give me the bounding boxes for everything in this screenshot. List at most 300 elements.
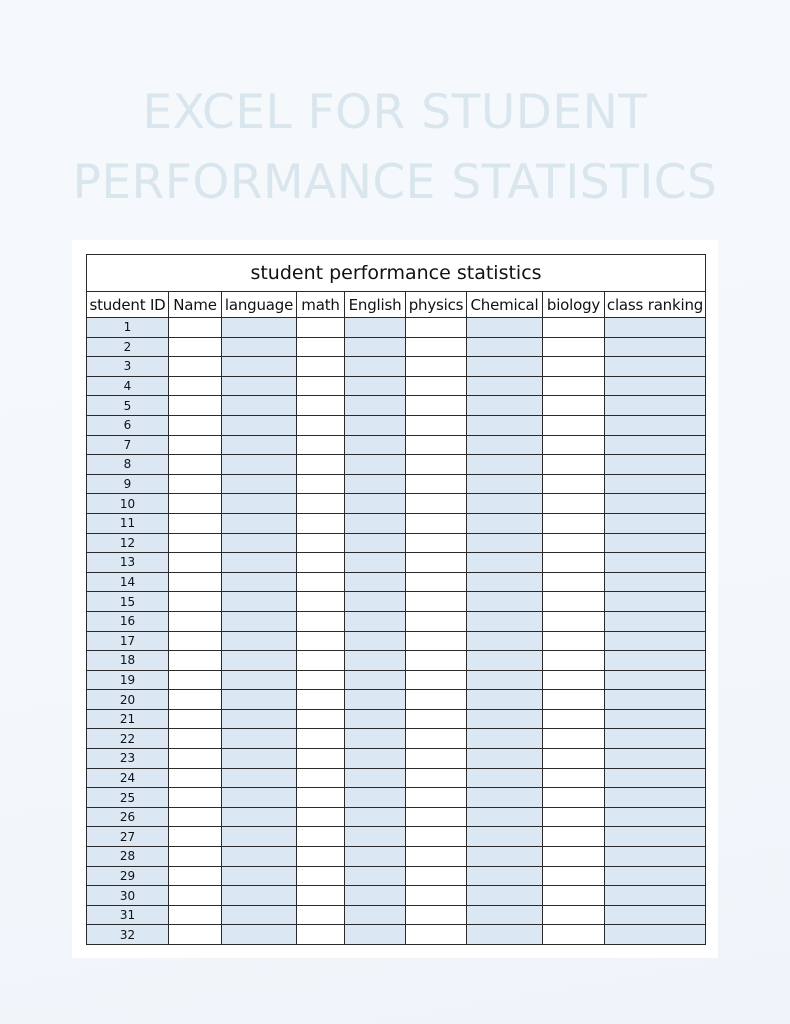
cell-class-ranking[interactable] [605, 768, 706, 788]
table-row [87, 690, 706, 710]
cell-physics[interactable] [406, 670, 467, 690]
cell-biology[interactable] [543, 513, 605, 533]
cell-student-id: 9 [87, 474, 169, 494]
cell-language[interactable] [222, 866, 297, 886]
cell-student-id: 28 [87, 847, 169, 867]
cell-language[interactable] [222, 474, 297, 494]
cell-class-ranking[interactable] [605, 886, 706, 906]
cell-math[interactable] [297, 396, 345, 416]
cell-language[interactable] [222, 513, 297, 533]
cell-physics[interactable] [406, 709, 467, 729]
cell-physics[interactable] [406, 337, 467, 357]
table-row [87, 925, 706, 945]
cell-student-id: 25 [87, 788, 169, 808]
cell-chemical[interactable] [467, 513, 543, 533]
cell-student-id: 30 [87, 886, 169, 906]
cell-biology[interactable] [543, 572, 605, 592]
cell-student-id: 23 [87, 749, 169, 769]
cell-language[interactable] [222, 396, 297, 416]
cell-math[interactable] [297, 592, 345, 612]
cell-biology[interactable] [543, 709, 605, 729]
cell-student-id: 4 [87, 376, 169, 396]
cell-biology[interactable] [543, 455, 605, 475]
cell-english[interactable] [345, 670, 406, 690]
cell-physics[interactable] [406, 435, 467, 455]
cell-biology[interactable] [543, 357, 605, 377]
cell-biology[interactable] [543, 337, 605, 357]
cell-physics[interactable] [406, 415, 467, 435]
cell-biology[interactable] [543, 670, 605, 690]
cell-english[interactable] [345, 533, 406, 553]
cell-chemical[interactable] [467, 592, 543, 612]
cell-biology[interactable] [543, 435, 605, 455]
table-row [87, 474, 706, 494]
column-header-math: math [297, 292, 345, 318]
cell-english[interactable] [345, 788, 406, 808]
cell-math[interactable] [297, 709, 345, 729]
cell-name[interactable] [169, 651, 222, 671]
cell-math[interactable] [297, 768, 345, 788]
cell-class-ranking[interactable] [605, 670, 706, 690]
cell-physics[interactable] [406, 455, 467, 475]
cell-language[interactable] [222, 455, 297, 475]
cell-english[interactable] [345, 807, 406, 827]
cell-chemical[interactable] [467, 494, 543, 514]
cell-biology[interactable] [543, 318, 605, 338]
cell-math[interactable] [297, 494, 345, 514]
cell-biology[interactable] [543, 494, 605, 514]
cell-name[interactable] [169, 631, 222, 651]
cell-student-id: 13 [87, 553, 169, 573]
cell-chemical[interactable] [467, 357, 543, 377]
cell-math[interactable] [297, 357, 345, 377]
cell-name[interactable] [169, 494, 222, 514]
cell-language[interactable] [222, 611, 297, 631]
cell-biology[interactable] [543, 474, 605, 494]
cell-chemical[interactable] [467, 690, 543, 710]
cell-language[interactable] [222, 905, 297, 925]
cell-class-ranking[interactable] [605, 513, 706, 533]
cell-name[interactable] [169, 690, 222, 710]
cell-name[interactable] [169, 886, 222, 906]
cell-chemical[interactable] [467, 474, 543, 494]
cell-chemical[interactable] [467, 925, 543, 945]
cell-english[interactable] [345, 376, 406, 396]
cell-physics[interactable] [406, 553, 467, 573]
cell-language[interactable] [222, 690, 297, 710]
cell-language[interactable] [222, 886, 297, 906]
cell-chemical[interactable] [467, 709, 543, 729]
cell-chemical[interactable] [467, 670, 543, 690]
cell-language[interactable] [222, 827, 297, 847]
cell-name[interactable] [169, 415, 222, 435]
table-row [87, 572, 706, 592]
cell-english[interactable] [345, 651, 406, 671]
cell-language[interactable] [222, 337, 297, 357]
table-row [87, 494, 706, 514]
cell-class-ranking[interactable] [605, 337, 706, 357]
cell-language[interactable] [222, 592, 297, 612]
cell-physics[interactable] [406, 925, 467, 945]
cell-chemical[interactable] [467, 337, 543, 357]
cell-physics[interactable] [406, 827, 467, 847]
cell-class-ranking[interactable] [605, 455, 706, 475]
cell-name[interactable] [169, 474, 222, 494]
table-row [87, 827, 706, 847]
cell-physics[interactable] [406, 847, 467, 867]
cell-math[interactable] [297, 749, 345, 769]
cell-language[interactable] [222, 847, 297, 867]
cell-physics[interactable] [406, 866, 467, 886]
cell-student-id: 3 [87, 357, 169, 377]
cell-math[interactable] [297, 670, 345, 690]
cell-english[interactable] [345, 709, 406, 729]
cell-student-id: 1 [87, 318, 169, 338]
cell-chemical[interactable] [467, 396, 543, 416]
cell-physics[interactable] [406, 376, 467, 396]
cell-chemical[interactable] [467, 611, 543, 631]
cell-class-ranking[interactable] [605, 396, 706, 416]
cell-student-id: 2 [87, 337, 169, 357]
cell-english[interactable] [345, 337, 406, 357]
cell-math[interactable] [297, 318, 345, 338]
cell-physics[interactable] [406, 807, 467, 827]
cell-class-ranking[interactable] [605, 533, 706, 553]
cell-math[interactable] [297, 474, 345, 494]
cell-english[interactable] [345, 749, 406, 769]
cell-language[interactable] [222, 494, 297, 514]
cell-chemical[interactable] [467, 749, 543, 769]
cell-chemical[interactable] [467, 651, 543, 671]
cell-english[interactable] [345, 572, 406, 592]
cell-student-id: 7 [87, 435, 169, 455]
cell-physics[interactable] [406, 749, 467, 769]
cell-english[interactable] [345, 553, 406, 573]
cell-english[interactable] [345, 886, 406, 906]
cell-class-ranking[interactable] [605, 905, 706, 925]
cell-chemical[interactable] [467, 435, 543, 455]
cell-name[interactable] [169, 318, 222, 338]
cell-physics[interactable] [406, 905, 467, 925]
cell-biology[interactable] [543, 651, 605, 671]
cell-physics[interactable] [406, 533, 467, 553]
cell-chemical[interactable] [467, 455, 543, 475]
cell-chemical[interactable] [467, 866, 543, 886]
cell-class-ranking[interactable] [605, 318, 706, 338]
cell-language[interactable] [222, 925, 297, 945]
cell-english[interactable] [345, 318, 406, 338]
cell-chemical[interactable] [467, 807, 543, 827]
cell-physics[interactable] [406, 651, 467, 671]
page-title-line-2: PERFORMANCE STATISTICS [72, 155, 718, 210]
cell-math[interactable] [297, 631, 345, 651]
cell-biology[interactable] [543, 611, 605, 631]
cell-name[interactable] [169, 435, 222, 455]
cell-name[interactable] [169, 866, 222, 886]
cell-math[interactable] [297, 788, 345, 808]
cell-class-ranking[interactable] [605, 474, 706, 494]
cell-student-id: 16 [87, 611, 169, 631]
cell-name[interactable] [169, 670, 222, 690]
cell-student-id: 17 [87, 631, 169, 651]
cell-class-ranking[interactable] [605, 729, 706, 749]
cell-english[interactable] [345, 357, 406, 377]
cell-language[interactable] [222, 533, 297, 553]
cell-math[interactable] [297, 611, 345, 631]
cell-english[interactable] [345, 631, 406, 651]
cell-language[interactable] [222, 631, 297, 651]
cell-biology[interactable] [543, 690, 605, 710]
cell-chemical[interactable] [467, 533, 543, 553]
cell-class-ranking[interactable] [605, 651, 706, 671]
cell-chemical[interactable] [467, 415, 543, 435]
cell-biology[interactable] [543, 592, 605, 612]
cell-language[interactable] [222, 553, 297, 573]
table-row [87, 807, 706, 827]
cell-name[interactable] [169, 709, 222, 729]
cell-biology[interactable] [543, 905, 605, 925]
cell-math[interactable] [297, 925, 345, 945]
cell-english[interactable] [345, 925, 406, 945]
cell-physics[interactable] [406, 357, 467, 377]
cell-english[interactable] [345, 690, 406, 710]
cell-class-ranking[interactable] [605, 847, 706, 867]
cell-english[interactable] [345, 847, 406, 867]
cell-class-ranking[interactable] [605, 925, 706, 945]
table-row [87, 553, 706, 573]
cell-class-ranking[interactable] [605, 553, 706, 573]
cell-student-id: 19 [87, 670, 169, 690]
cell-biology[interactable] [543, 807, 605, 827]
column-header-class-ranking: class ranking [605, 292, 706, 318]
table-row [87, 357, 706, 377]
cell-chemical[interactable] [467, 788, 543, 808]
cell-biology[interactable] [543, 866, 605, 886]
cell-name[interactable] [169, 905, 222, 925]
cell-class-ranking[interactable] [605, 611, 706, 631]
cell-student-id: 10 [87, 494, 169, 514]
table-row [87, 847, 706, 867]
cell-physics[interactable] [406, 318, 467, 338]
cell-name[interactable] [169, 925, 222, 945]
cell-physics[interactable] [406, 690, 467, 710]
page-title [0, 78, 790, 218]
cell-english[interactable] [345, 729, 406, 749]
cell-physics[interactable] [406, 513, 467, 533]
cell-class-ranking[interactable] [605, 827, 706, 847]
cell-student-id: 5 [87, 396, 169, 416]
table-title: student performance statistics [87, 255, 706, 292]
cell-class-ranking[interactable] [605, 807, 706, 827]
cell-language[interactable] [222, 807, 297, 827]
cell-english[interactable] [345, 513, 406, 533]
cell-english[interactable] [345, 494, 406, 514]
cell-math[interactable] [297, 533, 345, 553]
table-row [87, 337, 706, 357]
cell-language[interactable] [222, 415, 297, 435]
cell-language[interactable] [222, 318, 297, 338]
cell-language[interactable] [222, 729, 297, 749]
cell-class-ranking[interactable] [605, 572, 706, 592]
column-header-student-id: student ID [87, 292, 169, 318]
cell-english[interactable] [345, 474, 406, 494]
cell-class-ranking[interactable] [605, 592, 706, 612]
cell-name[interactable] [169, 827, 222, 847]
cell-name[interactable] [169, 553, 222, 573]
cell-class-ranking[interactable] [605, 631, 706, 651]
cell-chemical[interactable] [467, 847, 543, 867]
cell-physics[interactable] [406, 611, 467, 631]
cell-language[interactable] [222, 376, 297, 396]
cell-name[interactable] [169, 396, 222, 416]
cell-name[interactable] [169, 729, 222, 749]
cell-class-ranking[interactable] [605, 788, 706, 808]
cell-class-ranking[interactable] [605, 690, 706, 710]
cell-english[interactable] [345, 396, 406, 416]
cell-biology[interactable] [543, 553, 605, 573]
cell-chemical[interactable] [467, 905, 543, 925]
cell-biology[interactable] [543, 376, 605, 396]
cell-chemical[interactable] [467, 553, 543, 573]
cell-biology[interactable] [543, 847, 605, 867]
cell-math[interactable] [297, 827, 345, 847]
cell-name[interactable] [169, 357, 222, 377]
cell-math[interactable] [297, 572, 345, 592]
cell-english[interactable] [345, 611, 406, 631]
cell-language[interactable] [222, 357, 297, 377]
cell-name[interactable] [169, 572, 222, 592]
cell-chemical[interactable] [467, 572, 543, 592]
cell-student-id: 8 [87, 455, 169, 475]
cell-name[interactable] [169, 337, 222, 357]
cell-math[interactable] [297, 435, 345, 455]
table-row [87, 435, 706, 455]
cell-chemical[interactable] [467, 768, 543, 788]
cell-math[interactable] [297, 847, 345, 867]
cell-biology[interactable] [543, 749, 605, 769]
column-header-row [87, 292, 706, 318]
cell-class-ranking[interactable] [605, 709, 706, 729]
cell-language[interactable] [222, 651, 297, 671]
cell-english[interactable] [345, 455, 406, 475]
cell-physics[interactable] [406, 474, 467, 494]
cell-chemical[interactable] [467, 729, 543, 749]
cell-physics[interactable] [406, 768, 467, 788]
cell-math[interactable] [297, 455, 345, 475]
cell-math[interactable] [297, 729, 345, 749]
cell-chemical[interactable] [467, 827, 543, 847]
cell-math[interactable] [297, 866, 345, 886]
cell-biology[interactable] [543, 396, 605, 416]
cell-name[interactable] [169, 513, 222, 533]
cell-physics[interactable] [406, 631, 467, 651]
cell-class-ranking[interactable] [605, 866, 706, 886]
cell-physics[interactable] [406, 788, 467, 808]
cell-language[interactable] [222, 788, 297, 808]
cell-student-id: 21 [87, 709, 169, 729]
performance-table [86, 254, 706, 945]
cell-student-id: 26 [87, 807, 169, 827]
cell-biology[interactable] [543, 729, 605, 749]
cell-language[interactable] [222, 435, 297, 455]
cell-physics[interactable] [406, 729, 467, 749]
cell-chemical[interactable] [467, 376, 543, 396]
cell-name[interactable] [169, 788, 222, 808]
table-row [87, 651, 706, 671]
cell-english[interactable] [345, 905, 406, 925]
cell-class-ranking[interactable] [605, 749, 706, 769]
cell-physics[interactable] [406, 396, 467, 416]
cell-language[interactable] [222, 709, 297, 729]
cell-name[interactable] [169, 847, 222, 867]
cell-physics[interactable] [406, 572, 467, 592]
cell-class-ranking[interactable] [605, 376, 706, 396]
cell-class-ranking[interactable] [605, 494, 706, 514]
cell-english[interactable] [345, 592, 406, 612]
cell-biology[interactable] [543, 768, 605, 788]
cell-english[interactable] [345, 435, 406, 455]
cell-class-ranking[interactable] [605, 415, 706, 435]
table-row [87, 788, 706, 808]
cell-biology[interactable] [543, 533, 605, 553]
cell-chemical[interactable] [467, 886, 543, 906]
cell-student-id: 31 [87, 905, 169, 925]
cell-name[interactable] [169, 455, 222, 475]
cell-math[interactable] [297, 376, 345, 396]
cell-math[interactable] [297, 337, 345, 357]
cell-class-ranking[interactable] [605, 357, 706, 377]
cell-physics[interactable] [406, 886, 467, 906]
cell-english[interactable] [345, 415, 406, 435]
cell-chemical[interactable] [467, 631, 543, 651]
cell-class-ranking[interactable] [605, 435, 706, 455]
cell-english[interactable] [345, 827, 406, 847]
cell-physics[interactable] [406, 494, 467, 514]
cell-math[interactable] [297, 553, 345, 573]
cell-biology[interactable] [543, 886, 605, 906]
cell-english[interactable] [345, 866, 406, 886]
cell-biology[interactable] [543, 827, 605, 847]
cell-chemical[interactable] [467, 318, 543, 338]
cell-math[interactable] [297, 807, 345, 827]
cell-english[interactable] [345, 768, 406, 788]
cell-name[interactable] [169, 749, 222, 769]
cell-math[interactable] [297, 690, 345, 710]
cell-name[interactable] [169, 592, 222, 612]
cell-math[interactable] [297, 415, 345, 435]
cell-language[interactable] [222, 749, 297, 769]
cell-biology[interactable] [543, 925, 605, 945]
cell-name[interactable] [169, 807, 222, 827]
cell-name[interactable] [169, 376, 222, 396]
cell-name[interactable] [169, 611, 222, 631]
cell-math[interactable] [297, 886, 345, 906]
cell-student-id: 12 [87, 533, 169, 553]
cell-language[interactable] [222, 768, 297, 788]
cell-biology[interactable] [543, 415, 605, 435]
cell-math[interactable] [297, 513, 345, 533]
cell-name[interactable] [169, 768, 222, 788]
cell-math[interactable] [297, 905, 345, 925]
cell-name[interactable] [169, 533, 222, 553]
cell-student-id: 27 [87, 827, 169, 847]
cell-biology[interactable] [543, 631, 605, 651]
cell-math[interactable] [297, 651, 345, 671]
cell-physics[interactable] [406, 592, 467, 612]
cell-language[interactable] [222, 572, 297, 592]
cell-biology[interactable] [543, 788, 605, 808]
cell-language[interactable] [222, 670, 297, 690]
